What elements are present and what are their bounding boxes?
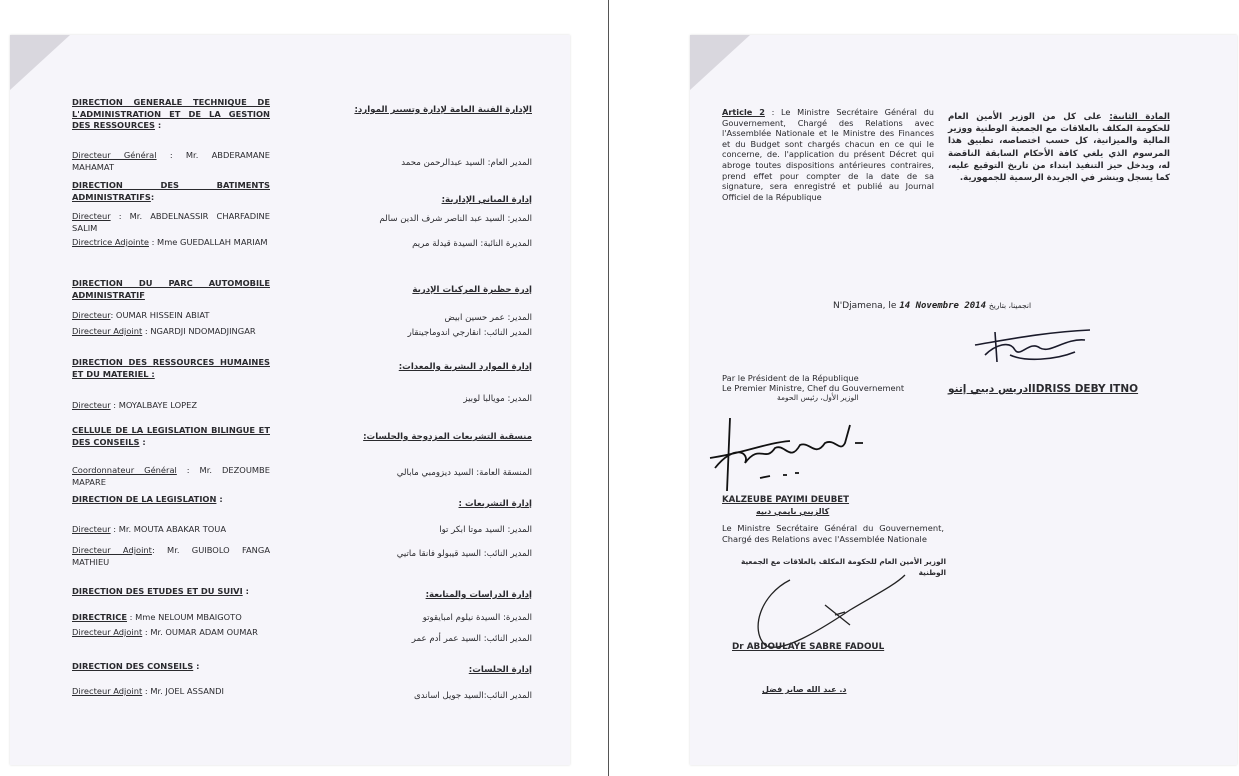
date-handwritten: 14 Novembre 2014 [899, 301, 987, 311]
entry-fr [72, 278, 270, 301]
entry-ar: المدير النائب: السيد عمر أدم عمر [411, 634, 532, 644]
entry-ar: المدير: عمر حسين ابيض [444, 313, 532, 323]
president-name-ar: ادريس ديبي إتنو [948, 383, 1032, 395]
minister-signature [750, 570, 910, 650]
article-ar-text: على كل من الوزير الأمين العام للحكومة المكلف بالعلاقات مع الجمعية الوطنية ووزير المالية والميزانية، كل حسب اختصاصه، تطبيق هذا المرسوم الذي يلغي كافة الأحكام السابقة الناقضة له، ويدخل حيز التنفيذ ابتداء من تاريخ التوقيع عليه، كما يسجل وينشر في الجريدة الرسمية للجمهورية. [948, 112, 1170, 184]
entry-fr [72, 612, 270, 624]
pm-title-ar: الوزير الأول، رئيس الحومة [777, 393, 859, 402]
pm-name-ar: كالزيبي بايمي دبيه [756, 507, 830, 516]
entry-ar: المديرة النائبة: السيدة قيدلة مريم [412, 239, 532, 249]
heading-suffix: : [150, 191, 155, 202]
countersign-pm [722, 373, 942, 403]
entry-ar: المدير النائب: انقارجي اندوماجينقار [407, 328, 532, 338]
entry-fr [72, 150, 270, 173]
entry-fr [72, 97, 270, 132]
entry-fr [72, 180, 270, 203]
role-label: Coordonnateur Général [72, 465, 177, 475]
entry-ar: إدرة حظيرة المركبات الإدرية [412, 285, 532, 295]
entry-ar: المدير: السيد موتا ابكر توا [439, 525, 532, 535]
entry-fr [72, 524, 270, 536]
entry-ar: إدارة الموارد البشرية والمعدات: [398, 362, 532, 372]
pm-signature [705, 413, 875, 493]
entry-fr [72, 661, 270, 673]
entry-ar: إدارة الدراسات والمتابعة: [425, 590, 532, 600]
article-ar-label: المادة الثانية: [1109, 112, 1170, 122]
entry-ar: المدير النائب:السيد جويل اساندى [413, 691, 532, 701]
role-holder: : Mr. GUIBOLO FANGA MATHIEU [72, 545, 270, 567]
president-name [948, 384, 1138, 395]
role-label: Directeur Adjoint [72, 686, 143, 696]
heading-suffix: : Mme NELOUM MBAIGOTO [127, 612, 242, 622]
entry-ar: إدارة المباني الإدارية: [441, 195, 532, 205]
role-label: Directeur Général [72, 150, 157, 160]
role-label: Directeur Adjoint [72, 627, 143, 637]
section-heading: DIRECTION GENERALE TECHNIQUE DE L'ADMINISTRATION ET DE LA GESTION DES RESSOURCES [72, 97, 270, 130]
role-label: Directeur [72, 310, 111, 320]
heading-suffix: : [193, 661, 200, 671]
role-label: Directeur [72, 400, 111, 410]
role-holder: : NGARDJI NDOMADJINGAR [142, 326, 256, 336]
role-holder: : Mr. ABDERAMANE MAHAMAT [72, 150, 270, 172]
role-holder: : Mr. JOEL ASSANDI [142, 686, 224, 696]
entry-ar: إدارة الجلسات: [468, 665, 532, 675]
role-holder: : Mr. MOUTA ABAKAR TOUA [110, 524, 227, 534]
entry-ar: المنسقة العامة: السيد ديزومبي مابالي [396, 468, 532, 478]
role-holder: : Mr. ABDELNASSIR CHARFADINE SALIM [72, 211, 270, 233]
entry-ar: المدير: مويالبا لوبيز [463, 394, 532, 404]
entry-ar: المديرة: السيدة نيلوم امبايقوتو [422, 613, 532, 623]
president-signature [955, 310, 1105, 370]
entry-fr [72, 545, 270, 568]
section-heading: DIRECTION DES ETUDES ET DU SUIVI [72, 586, 243, 596]
page-divider [608, 0, 609, 776]
role-holder: : OUMAR HISSEIN ABIAT [110, 310, 210, 320]
entry-fr [72, 357, 270, 380]
entry-fr [72, 211, 270, 234]
entry-fr [72, 400, 270, 412]
entry-fr [72, 237, 270, 249]
entry-ar: إدارة التشريعات : [458, 499, 532, 509]
entry-fr [72, 425, 270, 448]
role-holder: : Mr. DEZOUMBE MAPARE [72, 465, 270, 487]
section-heading: DIRECTION DES BATIMENTS ADMINISTRATIFS [72, 180, 270, 202]
role-label: Directeur [72, 524, 111, 534]
entry-fr [72, 586, 270, 598]
role-label: Directeur [72, 211, 111, 221]
role-label: Directeur Adjoint [72, 326, 143, 336]
role-holder: : MOYALBAYE LOPEZ [110, 400, 198, 410]
by-president: Par le Président de la République [722, 373, 859, 383]
minister-title: Le Ministre Secrétaire Général du Gouvernement, Chargé des Relations avec l'Assemblée Nationale [722, 523, 944, 544]
role-holder: : Mr. OUMAR ADAM OUMAR [142, 627, 258, 637]
role-label: Directeur Adjoint [72, 545, 152, 555]
section-heading: DIRECTION DU PARC AUTOMOBILE ADMINISTRATIF [72, 278, 270, 300]
minister-name-ar: د. عبد الله صابر فضل [762, 685, 847, 694]
section-heading: DIRECTION DES CONSEILS [72, 661, 194, 671]
entry-ar: المدير العام: السيد عبدالرحمن محمد [401, 158, 532, 168]
entry-fr [72, 326, 270, 338]
page-corner-fold [690, 35, 750, 90]
date-prefix: N'Djamena, le [833, 301, 897, 311]
entry-fr [72, 627, 270, 639]
entry-fr [72, 310, 270, 322]
entry-fr [72, 686, 270, 698]
entry-ar: المدير النائب: السيد قيبولو فانقا ماتيي [396, 549, 532, 559]
heading-suffix: : [216, 494, 223, 504]
section-heading: DIRECTION DE LA LEGISLATION [72, 494, 217, 504]
article-text: : Le Ministre Secrétaire Général du Gouvernement, Chargé des Relations avec l'Assemblée Nationale et le Ministre des Finances et du Budget sont chargés chacun en ce qui le concerne, de. l'application du présent Décret qui abroge toutes dispositions antérieures contraires, prend effet pour compter de la date de sa signature, sera enregistré et publié au Journal Officiel de la République [722, 107, 934, 202]
page-corner-fold [10, 35, 70, 90]
entry-fr [72, 465, 270, 488]
article-2-fr [722, 107, 934, 202]
section-heading: CELLULE DE LA LEGISLATION BILINGUE ET DES CONSEILS [72, 425, 270, 447]
article-2-ar [948, 111, 1170, 184]
role-holder: : Mme GUEDALLAH MARIAM [148, 237, 268, 247]
heading-suffix: : [242, 586, 249, 596]
president-name-fr: IDRISS DEBY ITNO [1031, 383, 1139, 395]
entry-ar: منسقية التشريعات المزدوجة والجلسات: [363, 432, 532, 442]
entry-fr [72, 494, 270, 506]
section-heading: DIRECTRICE [72, 612, 128, 622]
section-heading: DIRECTION DES RESSOURCES HUMAINES ET DU MATERIEL : [72, 357, 270, 379]
minister-name: Dr ABDOULAYE SABRE FADOUL [732, 642, 885, 652]
date-ar: انجمينا، بتاريخ [988, 301, 1032, 310]
heading-suffix: : [139, 436, 146, 447]
entry-ar: المدير: السيد عبد الناصر شرف الدين سالم [379, 214, 532, 224]
document-page-right [690, 35, 1237, 765]
pm-name: KALZEUBE PAYIMI DEUBET [722, 495, 850, 505]
article-label: Article 2 [722, 107, 765, 117]
entry-ar: الإدارة الفنية العامة لإدارة وتسيير الموارد: [354, 105, 532, 115]
minister-title-ar: الوزير الأمين العام للحكومة المكلف بالعلاقات مع الجمعية الوطنية [740, 557, 946, 577]
role-label: Directrice Adjointe [72, 237, 149, 247]
pm-title: Le Premier Ministre, Chef du Gouvernement [722, 383, 905, 393]
heading-suffix: : [154, 120, 162, 130]
document-page-left [10, 35, 570, 765]
